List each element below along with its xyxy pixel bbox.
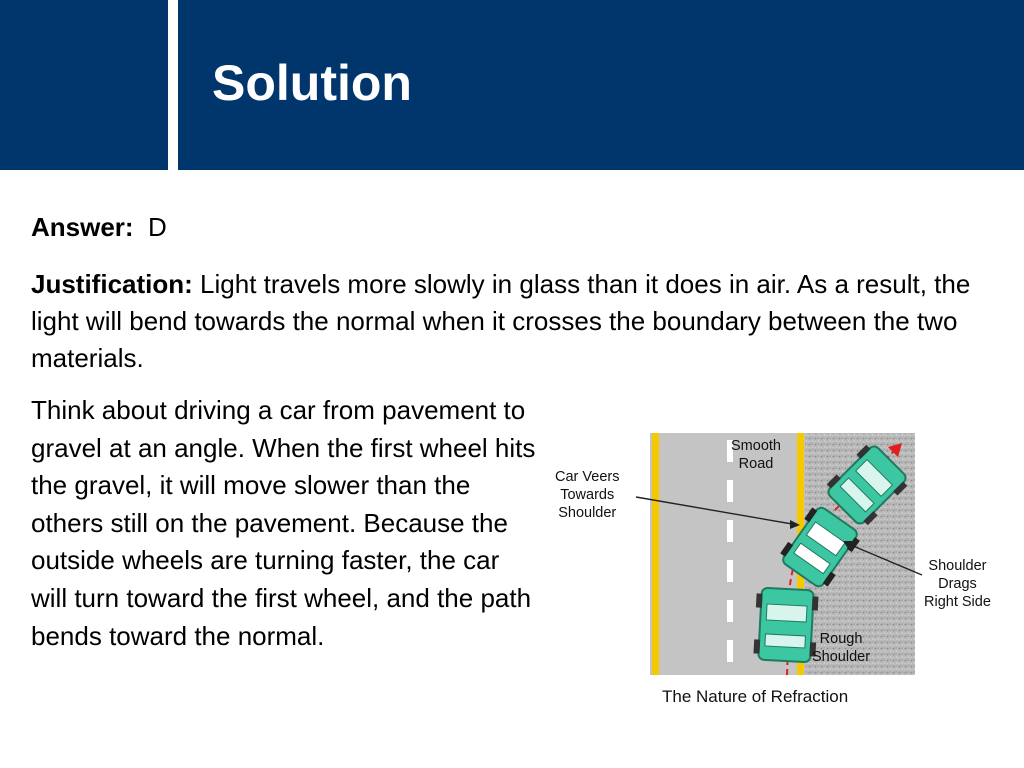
shoulder-drags-label <box>924 557 991 611</box>
rough-shoulder-label-line1: Rough <box>819 631 863 647</box>
smooth-road-label-line1: Smooth <box>731 438 781 454</box>
answer-value: D <box>148 212 167 242</box>
car-bottom <box>753 587 819 662</box>
explanation-paragraph: Think about driving a car from pavement to gravel at an angle. When the first wheel hits the gravel, it will move slower than the others still on the pavement. Because the outside wheels are turning faster, the car will turn toward the first wheel, and the path bends toward the normal. <box>31 395 536 651</box>
smooth-road-label <box>731 437 781 473</box>
car-veers-label-line3: Shoulder <box>558 505 617 521</box>
car-veers-label-line2: Towards <box>560 487 615 503</box>
rough-shoulder-label <box>812 630 870 666</box>
answer-line <box>31 211 167 243</box>
header-divider-stripe <box>168 0 178 170</box>
slide-header <box>0 0 1024 170</box>
justification-label: Justification: <box>31 269 193 299</box>
rough-shoulder-label-line2: Shoulder <box>812 649 871 665</box>
car-veers-label <box>555 468 619 522</box>
left-yellow-line <box>652 433 659 675</box>
slide-title: Solution <box>212 55 412 111</box>
shoulder-drags-label-line3: Right Side <box>924 594 991 610</box>
answer-label: Answer: <box>31 212 134 242</box>
refraction-figure <box>550 425 1020 715</box>
figure-caption: The Nature of Refraction <box>662 687 849 706</box>
justification-paragraph <box>31 266 1001 377</box>
justification-text: Light travels more slowly in glass than it does in air. As a result, the light will bend towards the normal when it crosses the boundary between the two materials. <box>31 269 971 373</box>
smooth-road-label-line2: Road <box>738 456 774 472</box>
car-veers-label-line1: Car Veers <box>555 469 620 485</box>
shoulder-drags-label-line1: Shoulder <box>928 558 987 574</box>
shoulder-drags-label-line2: Drags <box>938 576 977 592</box>
